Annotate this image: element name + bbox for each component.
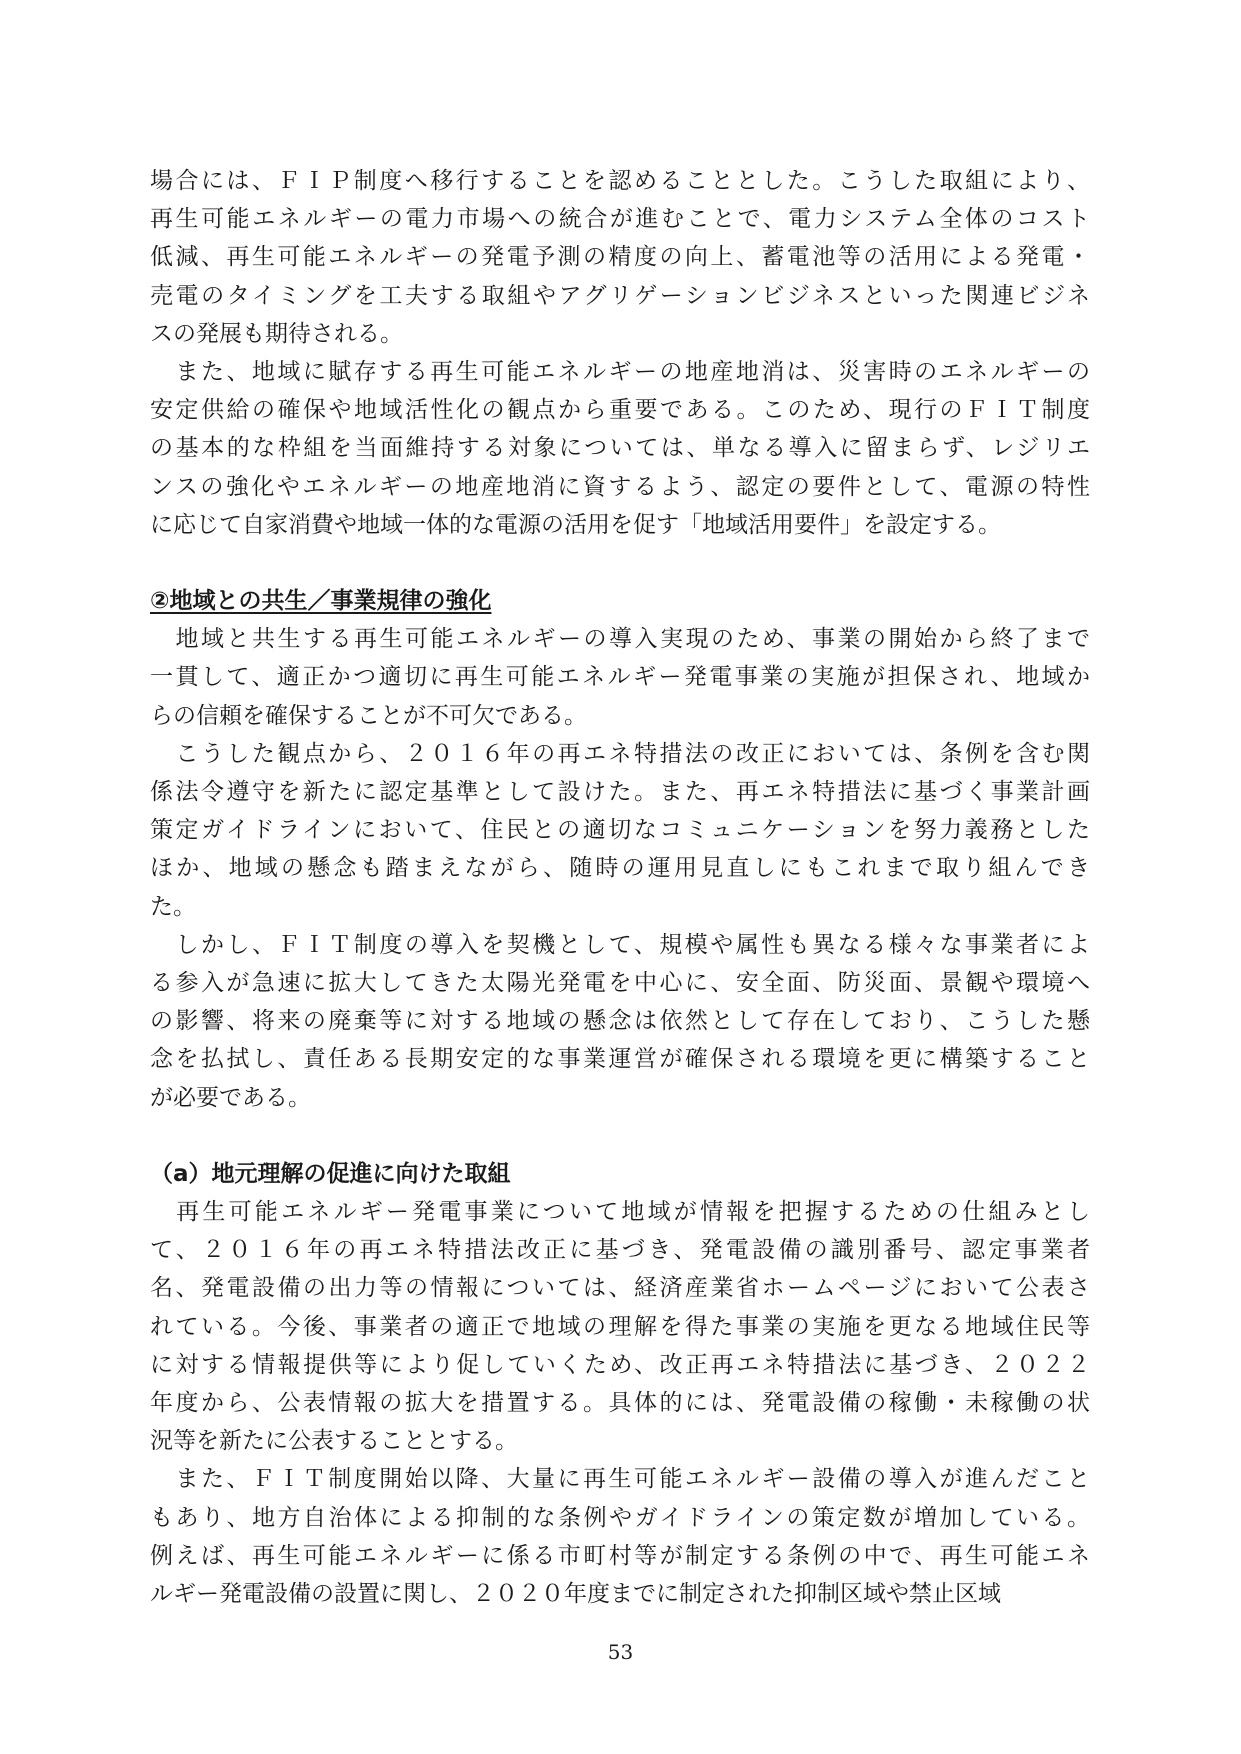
text-line: また、ＦＩＴ制度開始以降、大量に再生可能エネルギー設備の導入が進んだこと <box>150 1466 1091 1493</box>
text-line: 念を払拭し、責任ある長期安定的な事業運営が確保される環境を更に構築すること <box>150 1046 1091 1073</box>
text-line: らの信頼を確保することが不可欠である。 <box>150 702 587 729</box>
text-line: 地域と共生する再生可能エネルギーの導入実現のため、事業の開始から終了まで <box>150 626 1090 653</box>
text-line: スの発展も期待される。 <box>150 320 403 347</box>
text-line: の影響、将来の廃棄等に対する地域の懸念は依然として存在しており、こうした懸 <box>150 1008 1090 1035</box>
text-line: 係法令遵守を新たに認定基準として設けた。また、再エネ特措法に基づく事業計画 <box>150 779 1091 805</box>
text-line: ルギー発電設備の設置に関し、２０２０年度までに制定された抑制区域や禁止区域 <box>150 1580 1001 1607</box>
section-2-heading: ②地域との共生／事業規律の強化 <box>150 588 492 615</box>
paragraph <box>150 620 1090 735</box>
section-2-paragraphs <box>150 620 1090 1116</box>
text-line: に応じて自家消費や地域一体的な電源の活用を促す「地域活用要件」を設定する。 <box>150 511 1001 538</box>
text-line: 況等を新たに公表することとする。 <box>150 1428 518 1455</box>
text-line: た。 <box>150 893 196 920</box>
text-line: 再生可能エネルギーの電力市場への統合が進むことで、電力システム全体のコスト <box>150 206 1090 233</box>
text-line: 安定供給の確保や地域活性化の観点から重要である。このため、現行のＦＩＴ制度 <box>150 397 1090 424</box>
paragraph <box>150 1460 1090 1613</box>
paragraph <box>150 162 1090 353</box>
text-line: 一貫して、適正かつ適切に再生可能エネルギー発電事業の実施が担保され、地域か <box>150 664 1090 691</box>
paragraph <box>150 1193 1090 1460</box>
text-line: 策定ガイドラインにおいて、住民との適切なコミュニケーションを努力義務とした <box>150 817 1090 844</box>
text-line: 名、発電設備の出力等の情報については、経済産業省ホームページにおいて公表さ <box>150 1275 1090 1302</box>
text-line: て、２０１６年の再エネ特措法改正に基づき、発電設備の識別番号、認定事業者 <box>150 1237 1090 1264</box>
text-line: 年度から、公表情報の拡大を措置する。具体的には、発電設備の稼働・未稼働の状 <box>150 1390 1090 1416</box>
text-line: に対する情報提供等により促していくため、改正再エネ特措法に基づき、２０２２ <box>150 1351 1090 1378</box>
text-line: の基本的な枠組を当面維持する対象については、単なる導入に留まらず、レジリエ <box>150 435 1090 462</box>
text-line: れている。今後、事業者の適正で地域の理解を得た事業の実施を更なる地域住民等 <box>150 1313 1090 1340</box>
text-line: 再生可能エネルギー発電事業について地域が情報を把握するための仕組みとし <box>150 1199 1090 1226</box>
text-line: また、地域に賦存する再生可能エネルギーの地産地消は、災害時のエネルギーの <box>150 358 1090 385</box>
subsection-a-paragraphs <box>150 1193 1090 1613</box>
text-line: 低減、再生可能エネルギーの発電予測の精度の向上、蓄電池等の活用による発電・ <box>150 244 1090 271</box>
text-line: ンスの強化やエネルギーの地産地消に資するよう、認定の要件として、電源の特性 <box>150 473 1090 500</box>
page-number: 53 <box>607 1640 634 1664</box>
paragraph <box>150 926 1090 1117</box>
section-gap <box>150 544 1090 582</box>
document-body <box>150 162 1090 1613</box>
text-line: 例えば、再生可能エネルギーに係る市町村等が制定する条例の中で、再生可能エネ <box>150 1542 1090 1569</box>
paragraph <box>150 353 1090 544</box>
text-line: 場合には、ＦＩＰ制度へ移行することを認めることとした。こうした取組により、 <box>150 168 1090 194</box>
text-line: しかし、ＦＩＴ制度の導入を契機として、規模や属性も異なる様々な事業者によ <box>150 931 1090 958</box>
paragraph <box>150 735 1090 926</box>
text-line: もあり、地方自治体による抑制的な条例やガイドラインの策定数が増加している。 <box>150 1504 1090 1531</box>
subsection-a-heading: （a）地元理解の促進に向けた取組 <box>150 1160 511 1187</box>
section-gap <box>150 1117 1090 1155</box>
text-line: が必要である。 <box>150 1084 311 1111</box>
text-line: こうした観点から、２０１６年の再エネ特措法の改正においては、条例を含む関 <box>150 740 1091 767</box>
text-line: ほか、地域の懸念も踏まえながら、随時の運用見直しにもこれまで取り組んでき <box>150 855 1090 882</box>
intro-paragraphs <box>150 162 1090 544</box>
text-line: る参入が急速に拡大してきた太陽光発電を中心に、安全面、防災面、景観や環境へ <box>150 969 1091 996</box>
text-line: 売電のタイミングを工夫する取組やアグリゲーションビジネスといった関連ビジネ <box>150 282 1090 309</box>
